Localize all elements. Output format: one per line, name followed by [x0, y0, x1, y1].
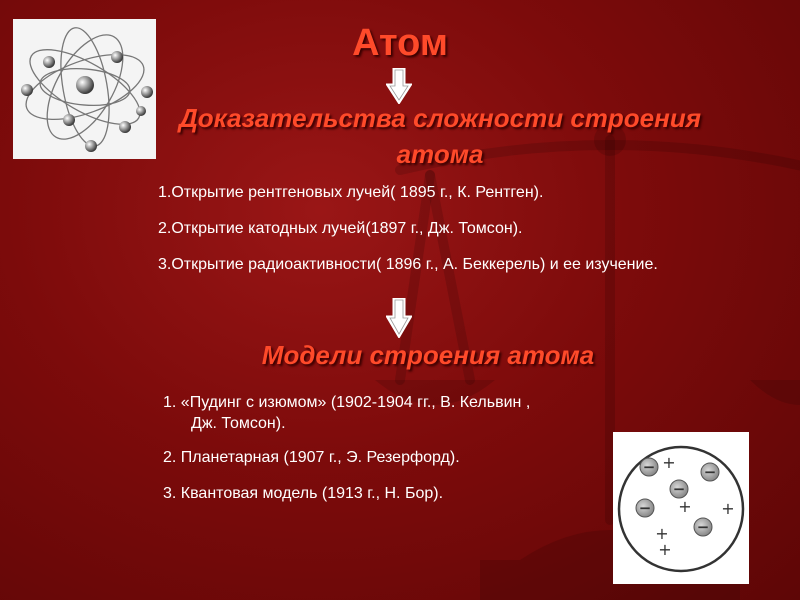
list-item: 3. Квантовая модель (1913 г., Н. Бор).	[163, 485, 444, 502]
evidence-list	[158, 182, 718, 275]
list-item: 3.Открытие радиоактивности( 1896 г., А. Беккерель) и ее изучение.	[158, 256, 658, 273]
electron-sign: −	[638, 499, 652, 517]
list-item: 2. Планетарная (1907 г., Э. Резерфорд).	[163, 449, 460, 466]
proton-sign: +	[658, 540, 672, 559]
models-list	[163, 392, 643, 504]
list-item: 2.Открытие катодных лучей(1897 г., Дж. Томсон).	[158, 220, 523, 237]
evidence-heading: Доказательства сложности строения атома	[178, 103, 702, 169]
model-line: 1. «Пудинг с изюмом» (1902-1904 гг., В. Кельвин ,	[163, 394, 531, 411]
electron-sign: −	[672, 480, 686, 498]
electron-sign: −	[642, 458, 656, 476]
electron-sign: −	[696, 518, 710, 536]
proton-sign: +	[662, 453, 676, 472]
down-arrow-icon	[386, 68, 412, 104]
proton-sign: +	[721, 499, 735, 518]
proton-sign: +	[678, 497, 692, 516]
pudding-model-image	[613, 432, 749, 584]
slide-title: Атом	[352, 22, 448, 64]
proton-sign: +	[655, 524, 669, 543]
list-item	[163, 392, 643, 434]
down-arrow-icon	[386, 298, 412, 338]
model-line-continued: Дж. Томсон).	[191, 415, 286, 432]
models-heading: Модели строения атома	[261, 340, 595, 370]
list-item: 1.Открытие рентгеновых лучей( 1895 г., К. Рентген).	[158, 184, 544, 201]
electron-sign: −	[703, 463, 717, 481]
pudding-model-icon	[613, 432, 749, 584]
